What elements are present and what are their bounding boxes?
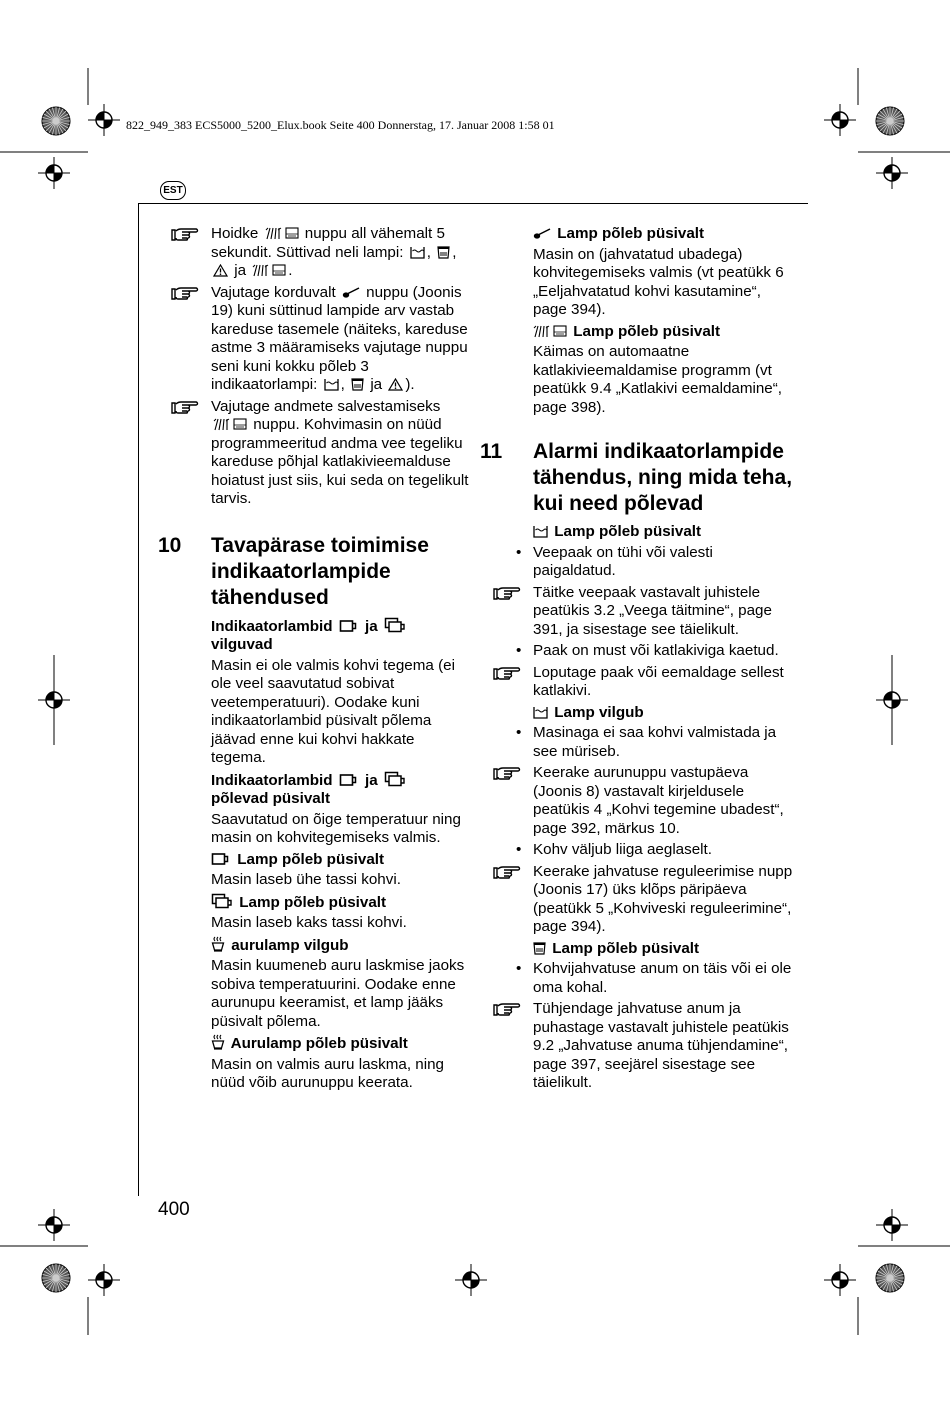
step-fill-tank: Täitke veepaak vastavalt juhistele peatükis 3.2 „Veega täitmine“, page 391, ja sisestage see täielikult. [533,584,795,640]
text-steam-lamp-steady: Masin on valmis auru laskma, ning nüüd võib aurunuppu keerata. [211,1055,444,1091]
step-empty-grounds: Tühjendage jahvatuse anum ja puhastage vastavalt juhistele peatükis 9.2 „Jahvatuse anuma tühjendamine“, page 397, seejärel sisestage see täielikult. [533,1000,795,1093]
registration-mark-icon [38,157,70,189]
one-cup-icon [339,773,359,787]
color-target-icon [876,1264,904,1292]
powder-spoon-icon [342,287,360,299]
two-cups-icon [384,617,406,633]
registration-mark-icon [88,1264,120,1296]
text-one-cup-lamp: Masin laseb ühe tassi kohvi. [211,871,401,888]
two-cups-icon [384,771,406,787]
hand-pointer-icon [493,585,521,607]
descale-icon [213,417,247,431]
list-item: • Paak on must või katlakiviga kaetud. [516,642,779,659]
text-descale-lamp: Käimas on automaatne katlakivieemaldamise programm (vt peatükk 9.4 „Katlakivi eemaldamine“, page 398). [533,343,783,416]
step-press-repeatedly: Vajutage korduvalt nuppu (Joonis 19) kuni süttinud lampide arv vastab kareduse tasemele (näiteks, kareduse astme 3 määramiseks vajutage nuppu seni kuni kokku põleb 3 indikaatorlampi: , ja ). [211,284,473,395]
heading-steam-lamp-blinking: aurulamp vilgub [211,936,473,956]
section-10-heading [158,533,473,611]
list-item: • Veepaak on tühi või valesti paigaldatud. [516,543,713,579]
warning-triangle-icon [388,378,403,391]
step-save-settings: Vajutage andmete salvestamiseks nuppu. Kohvimasin on nüüd programmeeritud andma vee tegeliku kareduse põhjal katlakivieemalduse hoiatust just siis, kui seda on tegelikult tarvis. [211,398,473,509]
water-tank-icon [410,246,425,259]
heading-steam-lamp-steady: Aurulamp põleb püsivalt [211,1034,473,1054]
heading-water-lamp-blinking: Lamp vilgub [533,704,795,723]
heading-two-cups-lamp: Lamp põleb püsivalt [211,893,473,913]
section-title: Alarmi indikaatorlampide tähendus, ning mida teha, kui need põlevad [533,440,793,515]
text-steam-lamp-blinking: Masin kuumeneb auru laskmise jaoks sobiva temperatuurini. Oodake enne aurunupu keeramist, et lamp jääks püsivalt põlema. [211,957,465,1030]
section-number: 11 [480,440,503,463]
step-adjust-grinder: Keerake jahvatuse reguleerimise nupp (Joonis 17) üks klõps päripäeva (peatükk 5 „Kohviveski reguleerimine“, page 394). [533,863,795,937]
section-title: Tavapärase toimimise indikaatorlampide tähendused [211,533,429,609]
two-cups-icon [211,893,233,909]
grounds-container-icon [533,941,546,955]
list-item: • Masinaga ei saa kohvi valmistada ja see müriseb. [516,724,777,760]
hand-pointer-icon [493,765,521,787]
print-header: 822_949_383 ECS5000_5200_Elux.book Seite 400 Donnerstag, 17. Januar 2008 1:58 01 [126,118,555,132]
hand-pointer-icon [171,226,199,248]
color-target-icon [42,1264,70,1292]
warning-triangle-icon [213,264,228,277]
heading-lamps-blinking: Indikaatorlambid ja vilguvad [211,617,473,655]
grounds-container-icon [437,245,450,259]
powder-spoon-icon [533,228,551,240]
registration-mark-icon [455,1264,487,1296]
registration-mark-icon [876,157,908,189]
hand-pointer-icon [493,1001,521,1023]
registration-mark-icon [38,1209,70,1241]
hand-pointer-icon [171,285,199,307]
right-column [480,225,795,1096]
left-column [158,225,473,1096]
color-target-icon [876,107,904,135]
page-number: 400 [158,1199,190,1220]
color-target-icon [42,107,70,135]
steam-icon [211,936,225,952]
registration-mark-icon [88,104,120,136]
hand-pointer-icon [493,665,521,687]
heading-descale-lamp: Lamp põleb püsivalt [533,323,795,342]
grounds-container-icon [351,377,364,391]
text-lamps-blinking: Masin ei ole valmis kohvi tegema (ei ole veel saavutatud sobivat veetemperatuuri). Oodake kuni indikaatorlambid püsivalt põlema jäävad enne kui kohvi hakkate tegema. [211,656,455,766]
margin-rule [138,203,139,1196]
crop-marks [0,68,950,1335]
step-rinse-tank: Loputage paak või eemaldage sellest katlakivi. [533,664,795,701]
descale-icon [533,324,567,338]
water-tank-icon [533,706,548,719]
text-lamps-steady: Saavutatud on õige temperatuur ning masin on kohvitegemiseks valmis. [211,810,461,846]
heading-one-cup-lamp: Lamp põleb püsivalt [211,851,473,870]
section-11-heading [480,439,795,517]
heading-grounds-lamp: Lamp põleb püsivalt [533,940,795,959]
list-item: • Kohv väljub liiga aeglaselt. [516,841,712,858]
descale-icon [265,226,299,240]
hand-pointer-icon [171,399,199,421]
step-turn-steam-knob: Keerake aurunuppu vastupäeva (Joonis 8) vastavalt kirjeldusele peatükis 4 „Kohvi tegemine ubadest“, page 392, märkus 10. [533,764,795,838]
section-number: 10 [158,533,182,557]
steam-icon [211,1034,225,1050]
list-item: • Kohvijahvatuse anum on täis või ei ole oma kohal. [516,960,792,996]
registration-mark-icon [876,1209,908,1241]
registration-mark-icon [824,1264,856,1296]
one-cup-icon [211,852,231,866]
water-tank-icon [324,378,339,391]
hand-pointer-icon [493,864,521,886]
text-two-cups-lamp: Masin laseb kaks tassi kohvi. [211,914,407,931]
heading-water-lamp: Lamp põleb püsivalt [533,523,795,542]
step-hold-button: Hoidke nuppu all vähemalt 5 sekundit. Süttivad neli lampi: , , ja . [211,225,473,281]
heading-powder-lamp: Lamp põleb püsivalt [533,225,795,244]
header-rule [138,203,808,204]
text-powder-lamp: Masin on (jahvatatud ubadega) kohvitegemiseks valmis (vt peatükk 6 „Eeljahvatatud kohvi kasutamine“, page 394). [533,245,784,318]
one-cup-icon [339,619,359,633]
heading-lamps-steady: Indikaatorlambid ja põlevad püsivalt [211,771,473,809]
language-badge: EST [160,181,186,200]
registration-mark-icon [824,104,856,136]
descale-icon [252,263,286,277]
water-tank-icon [533,525,548,538]
